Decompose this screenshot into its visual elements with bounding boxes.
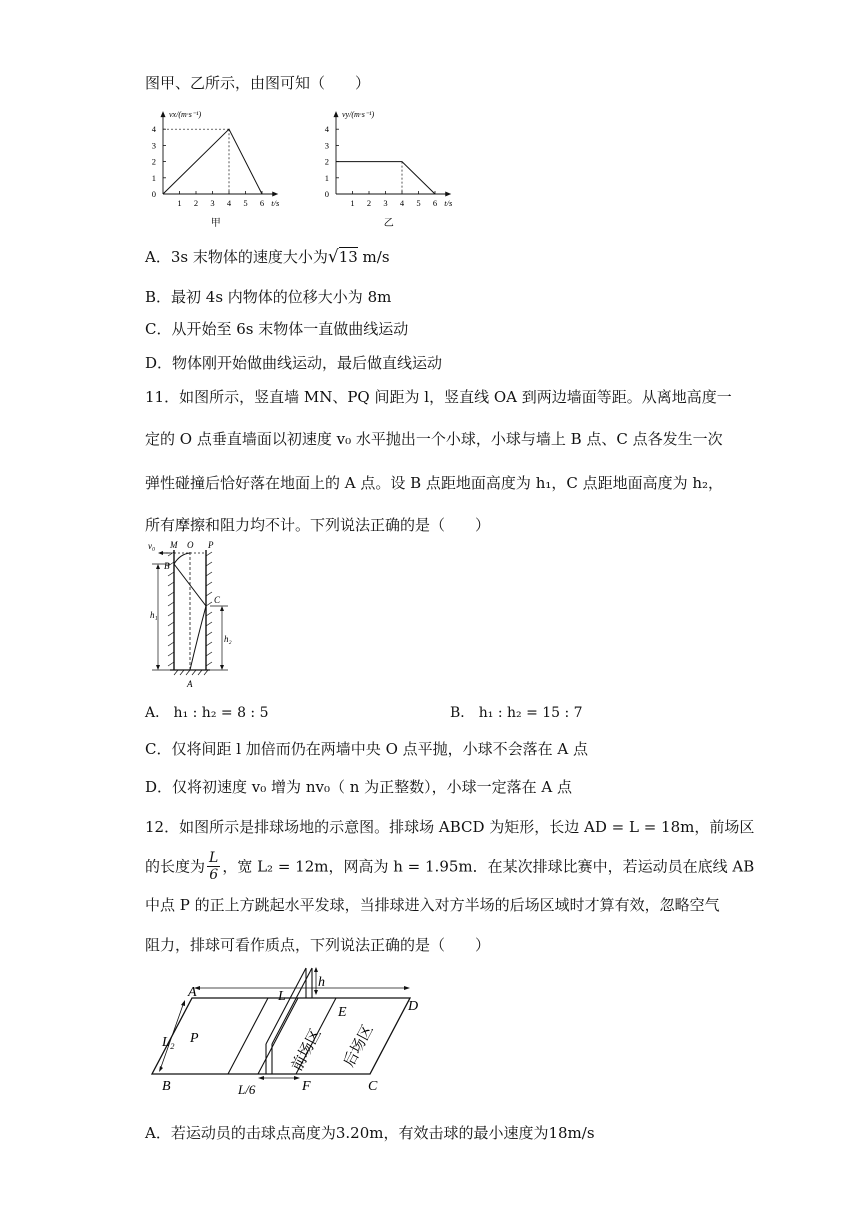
x-axis-arrow	[272, 192, 278, 197]
unit: m/s	[357, 248, 390, 266]
label-o: O	[187, 540, 194, 550]
y-tick-label: 0	[324, 189, 329, 199]
sqrt-radicand: 13	[338, 248, 358, 266]
q12-stem-4: 阻力，排球可看作质点，下列说法正确的是（ ）	[145, 936, 491, 954]
x-tick-label: 4	[399, 198, 405, 208]
x-axis-label: t/s	[271, 198, 280, 208]
q11-option-d: D．仅将初速度 v₀ 增为 nv₀（ n 为正整数），小球一定落在 A 点	[145, 778, 573, 796]
q12-stem-2-pre: 的长度为	[145, 857, 206, 876]
label-p: P	[208, 540, 214, 550]
series-line	[163, 129, 262, 194]
x-tick-label: 4	[226, 198, 232, 208]
y-tick-label: 1	[324, 172, 329, 183]
sqrt-sign: √	[327, 247, 339, 267]
x-tick-label: 2	[193, 198, 199, 208]
q10-option-c: C．从开始至 6s 末物体一直做曲线运动	[145, 320, 409, 338]
y-tick-label: 3	[324, 140, 329, 151]
label-b: B	[162, 1079, 171, 1094]
label-e: E	[338, 1005, 347, 1020]
graph-caption: 乙	[383, 218, 394, 229]
q11-stem-3: 弹性碰撞后恰好落在地面上的 A 点。设 B 点距地面高度为 h₁，C 点距地面高度为 h₂，	[145, 474, 724, 492]
q11-option-b: B． h₁ : h₂ = 15 : 7	[450, 705, 583, 721]
label-f: F	[302, 1079, 311, 1094]
x-tick-label: 1	[350, 198, 355, 208]
label-a: A	[187, 679, 193, 689]
q11-option-a: A． h₁ : h₂ = 8 : 5	[145, 705, 269, 721]
y-axis-arrow	[161, 111, 166, 117]
label-l2: L₂	[162, 1035, 175, 1050]
y-tick-label: 3	[151, 140, 156, 151]
q10-option-a-text: A．3s 末物体的速度大小为	[145, 248, 328, 266]
x-tick-label: 3	[383, 198, 388, 208]
x-axis-arrow	[445, 192, 451, 197]
label-h: h	[318, 975, 325, 990]
q12-stem-2-post: ，宽 L₂ = 12m，网高为 h = 1.95m．在某次排球比赛中，若运动员在底线 AB	[222, 857, 755, 876]
fraction-den: 6	[209, 867, 219, 883]
x-tick-label: 1	[177, 198, 182, 208]
graph-yi	[318, 100, 478, 230]
q10-option-b: B．最初 4s 内物体的位移大小为 8m	[145, 288, 392, 306]
x-tick-label: 6	[259, 198, 265, 208]
label-h2: h₂	[224, 634, 232, 644]
label-b: B	[164, 561, 170, 571]
q11-stem-1: 11．如图所示，竖直墙 MN、PQ 间距为 l，竖直线 OA 到两边墙面等距。从离地高度一	[145, 388, 732, 406]
q11-option-c: C．仅将间距 l 加倍而仍在两墙中央 O 点平抛，小球不会落在 A 点	[145, 740, 589, 758]
x-tick-label: 5	[416, 198, 421, 208]
label-front-zone: 前场区	[287, 1025, 325, 1074]
q11-wall-figure	[140, 538, 240, 696]
label-h1: h₁	[150, 610, 158, 620]
y-tick-label: 2	[151, 156, 156, 167]
label-p: P	[190, 1031, 199, 1046]
q12-court-figure	[140, 964, 440, 1094]
graph-caption: 甲	[210, 218, 221, 229]
label-a: A	[188, 985, 197, 1000]
fraction-num: L	[209, 850, 219, 866]
q12-stem-1: 12．如图所示是排球场地的示意图。排球场 ABCD 为矩形，长边 AD = L = 18m，前场区	[145, 818, 755, 836]
y-axis-arrow	[334, 111, 339, 117]
graph-jia	[145, 100, 305, 230]
y-tick-label: 4	[324, 124, 329, 135]
y-tick-label: 4	[151, 124, 156, 135]
x-tick-label: 6	[432, 198, 438, 208]
label-v0: v₀	[148, 541, 156, 551]
x-axis-label: t/s	[444, 198, 453, 208]
q12-option-a: A．若运动员的击球点高度为3.20m，有效击球的最小速度为18m/s	[145, 1124, 595, 1142]
y-tick-label: 1	[151, 172, 156, 183]
x-tick-label: 2	[366, 198, 372, 208]
y-axis-label: vy/(m·s⁻¹)	[342, 110, 375, 120]
question-intro: 图甲、乙所示，由图可知（ ）	[145, 74, 371, 92]
q11-stem-2: 定的 O 点垂直墙面以初速度 v₀ 水平抛出一个小球，小球与墙上 B 点、C 点各发生一次	[145, 430, 723, 448]
y-tick-label: 0	[151, 189, 156, 199]
fraction	[207, 850, 220, 883]
q12-stem-2	[145, 850, 754, 890]
series-line	[336, 162, 435, 194]
q11-stem-4: 所有摩擦和阻力均不计。下列说法正确的是（ ）	[145, 516, 491, 534]
label-m: M	[170, 540, 178, 550]
y-tick-label: 2	[324, 156, 329, 167]
label-back-zone: 后场区	[339, 1021, 377, 1070]
q10-option-a	[145, 246, 390, 268]
label-l6: L/6	[238, 1082, 256, 1094]
label-c: C	[214, 595, 221, 605]
q12-stem-3: 中点 P 的正上方跳起水平发球，当排球进入对方半场的后场区域时才算有效，忽略空气	[145, 896, 720, 914]
label-d: D	[408, 999, 419, 1014]
x-tick-label: 5	[243, 198, 248, 208]
label-c: C	[368, 1079, 378, 1094]
label-l: L	[278, 989, 286, 1004]
y-axis-label: vx/(m·s⁻¹)	[169, 110, 202, 120]
q10-option-d: D．物体刚开始做曲线运动，最后做直线运动	[145, 354, 443, 372]
x-tick-label: 3	[210, 198, 215, 208]
